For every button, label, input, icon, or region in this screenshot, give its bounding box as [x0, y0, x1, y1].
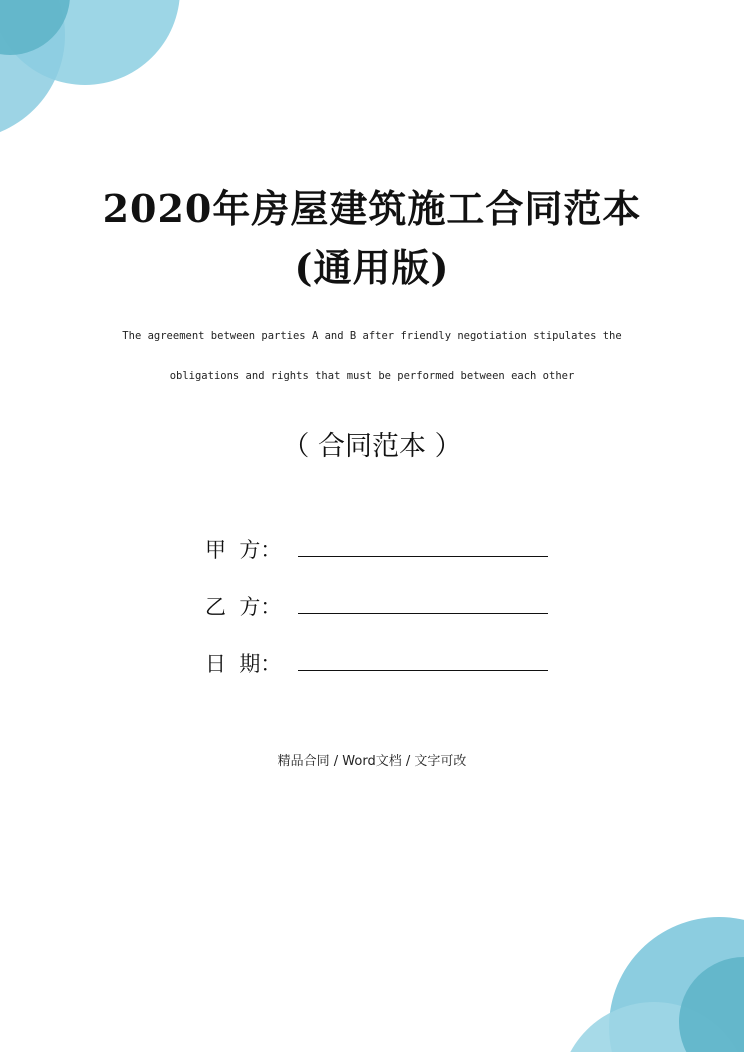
- footer-note: 精品合同 / Word文档 / 文字可改: [277, 754, 467, 769]
- corner-decoration-top-left: [0, 0, 180, 200]
- corner-decoration-bottom-right: [554, 852, 744, 1052]
- document-subtitle: （ 合同范本 ）: [282, 431, 462, 462]
- party-a-fill-line[interactable]: [298, 556, 548, 557]
- party-b-label: 乙 方：: [205, 595, 282, 619]
- english-description-line-2: obligations and rights that must be performed between each other: [169, 370, 575, 382]
- date-label: 日 期：: [205, 652, 282, 676]
- date-fill-line[interactable]: [298, 670, 548, 671]
- party-a-label: 甲 方：: [205, 538, 282, 562]
- document-title-line-1: 2020年房屋建筑施工合同范本: [102, 186, 642, 231]
- party-b-fill-line[interactable]: [298, 613, 548, 614]
- english-description-line-1: The agreement between parties A and B after friendly negotiation stipulates the: [122, 330, 622, 342]
- document-title-line-2: (通用版): [294, 245, 450, 290]
